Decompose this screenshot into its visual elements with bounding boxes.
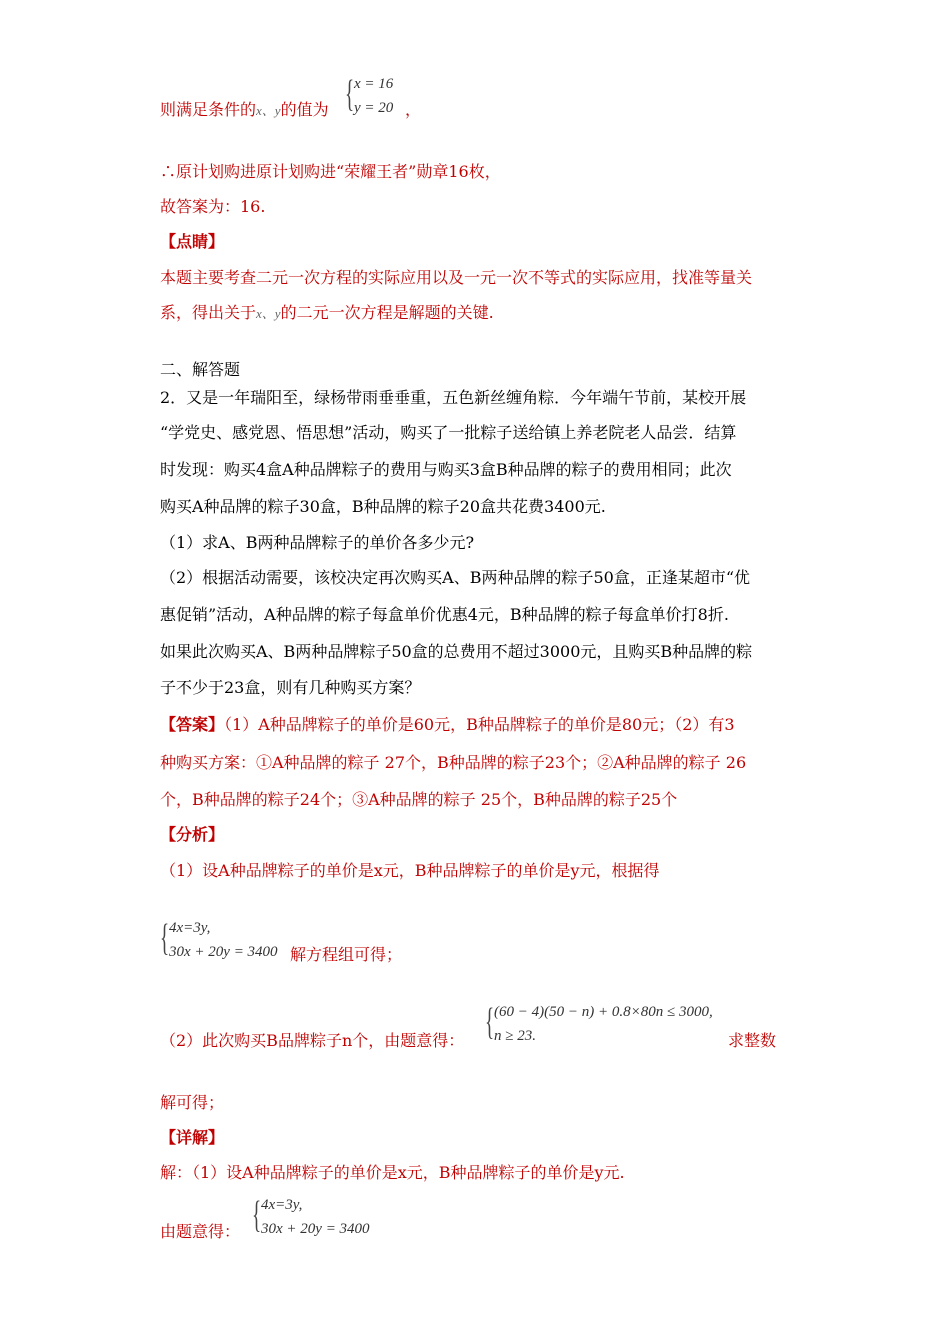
statement-suffix: 的值为 bbox=[280, 100, 329, 119]
dianjing-heading: 【点睛】 bbox=[160, 232, 225, 251]
analysis-line-3: （2）此次购买B品牌粽子n个，由题意得： bbox=[160, 1031, 465, 1050]
sub-question-2-line-1: （2）根据活动需要，该校决定再次购买A、B两种品牌的粽子50盒，正逢某超市“优 bbox=[160, 568, 751, 587]
sub-question-1: （1）求A、B两种品牌粽子的单价各多少元? bbox=[160, 533, 475, 552]
dianjing-suffix: 的二元一次方程是解题的关键. bbox=[280, 303, 494, 322]
equation-system-2 bbox=[160, 918, 300, 966]
section-title: 二、解答题 bbox=[160, 360, 241, 379]
system-4-row-1: 4x=3y, bbox=[261, 1197, 303, 1213]
analysis-system-suffix: 解方程组可得； bbox=[290, 945, 403, 964]
sub-question-2-line-3: 如果此次购买A、B两种品牌粽子50盒的总费用不超过3000元，且购买B种品牌的粽 bbox=[160, 642, 753, 661]
question-line-4: 购买A种品牌的粽子30盒，B种品牌的粽子20盒共花费3400元. bbox=[160, 497, 606, 516]
statement-vars: x、y bbox=[256, 103, 281, 118]
detail-line-2: 由题意得： bbox=[160, 1222, 241, 1241]
sub-question-2-line-4: 子不少于23盒，则有几种购买方案？ bbox=[160, 678, 421, 697]
system-2-row-1: 4x=3y, bbox=[169, 920, 211, 936]
brace-symbol: { bbox=[160, 917, 170, 959]
analysis-line-4: 解可得； bbox=[160, 1093, 225, 1112]
analysis-line-1: （1）设A种品牌粽子的单价是x元，B种品牌粽子的单价是y元，根据得 bbox=[160, 861, 660, 880]
detail-line-1: 解：（1）设A种品牌粽子的单价是x元，B种品牌粽子的单价是y元. bbox=[160, 1163, 625, 1182]
analysis-heading: 【分析】 bbox=[160, 825, 225, 844]
system-2-row-2: 30x + 20y = 3400 bbox=[169, 944, 278, 960]
answer-heading: 【答案】 bbox=[160, 715, 225, 734]
answer-line-1: （1）A种品牌粽子的单价是60元，B种品牌粽子的单价是80元；（2）有3 bbox=[224, 715, 735, 734]
system-3-row-1: (60 − 4)(50 − n) + 0.8×80n ≤ 3000, bbox=[494, 1004, 713, 1020]
dianjing-text-2 bbox=[160, 303, 494, 324]
answer-line-2: 种购买方案：①A种品牌的粽子 27个，B种品牌的粽子23个；②A种品牌的粽子 26 bbox=[160, 753, 747, 772]
sub-question-2-line-2: 惠促销”活动，A种品牌的粽子每盒单价优惠4元，B种品牌的粽子每盒单价打8折. bbox=[160, 605, 729, 624]
answer-statement bbox=[160, 100, 329, 121]
dianjing-text-1: 本题主要考查二元一次方程的实际应用以及一元一次不等式的实际应用，找准等量关 bbox=[160, 268, 753, 287]
system-4-row-2: 30x + 20y = 3400 bbox=[261, 1221, 370, 1237]
brace-symbol: { bbox=[252, 1194, 262, 1236]
question-line-3: 时发现：购买4盒A种品牌粽子的费用与购买3盒B种品牌的粽子的费用相同；此次 bbox=[160, 460, 732, 479]
statement-prefix: 则满足条件的 bbox=[160, 100, 257, 119]
brace-symbol: { bbox=[345, 73, 355, 115]
system-3-row-2: n ≥ 23. bbox=[494, 1028, 536, 1044]
final-answer-line: 故答案为：16. bbox=[160, 197, 266, 216]
question-line-1: 2．又是一年瑞阳至，绿杨带雨垂垂重，五色新丝缠角粽．今年端午节前，某校开展 bbox=[160, 388, 747, 407]
analysis-line-3-suffix: 求整数 bbox=[728, 1031, 777, 1050]
statement-end: ， bbox=[405, 100, 422, 119]
system-1-row-1: x = 16 bbox=[354, 76, 394, 92]
equation-system-4 bbox=[252, 1195, 392, 1243]
question-line-2: “学党史、感党恩、悟思想”活动，购买了一批粽子送给镇上养老院老人品尝．结算 bbox=[160, 423, 737, 442]
answer-block-line-1 bbox=[160, 715, 735, 735]
detail-heading: 【详解】 bbox=[160, 1128, 225, 1147]
dianjing-prefix: 系，得出关于 bbox=[160, 303, 257, 322]
dianjing-vars: x、y bbox=[256, 306, 281, 321]
equation-system-3 bbox=[485, 1002, 765, 1050]
therefore-line: ∴原计划购进原计划购进“荣耀王者”勋章16枚， bbox=[160, 162, 501, 181]
system-1-row-2: y = 20 bbox=[354, 100, 394, 116]
brace-symbol: { bbox=[485, 1001, 495, 1043]
answer-line-3: 个，B种品牌的粽子24个；③A种品牌的粽子 25个，B种品牌的粽子25个 bbox=[160, 790, 678, 809]
